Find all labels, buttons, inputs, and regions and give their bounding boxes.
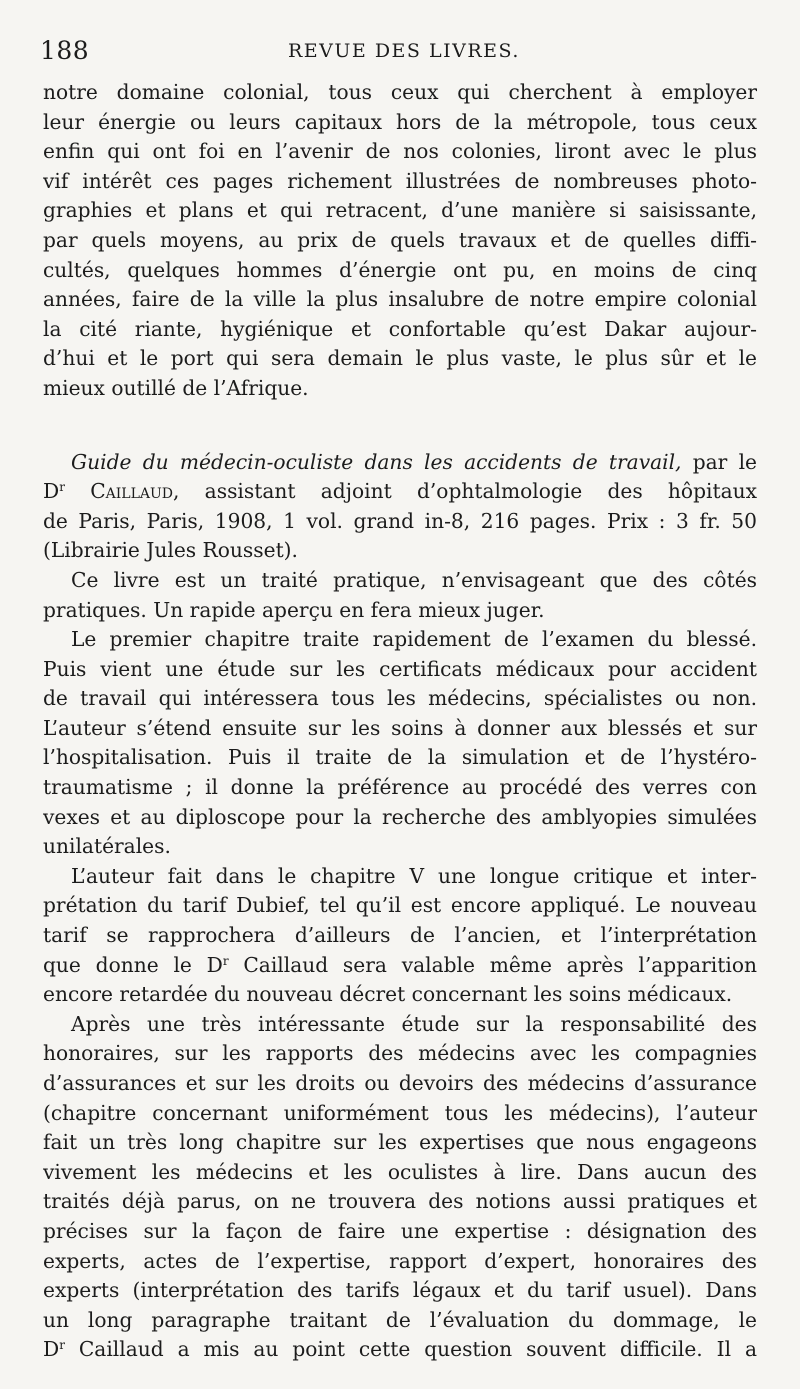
paragraph-intro — [43, 566, 757, 625]
text-line: leur énergie ou leurs capitaux hors de la métropole, tous ceux — [43, 109, 757, 134]
page-header — [40, 36, 760, 70]
text-line — [43, 951, 757, 981]
text-line: unilatérales. — [43, 834, 171, 859]
text-line: vivement les médecins et les oculistes à lire. Dans aucun des — [43, 1159, 757, 1184]
text-line: la cité riante, hygiénique et confortable qu’est Dakar aujour- — [43, 316, 757, 341]
text-line: vexes et au diploscope pour la recherche des amblyopies simulées — [43, 804, 757, 829]
text-line: enfin qui ont foi en l’avenir de nos colonies, liront avec le plus — [43, 139, 757, 164]
review-by: par le — [681, 449, 757, 474]
text-line: mieux outillé de l’Afrique. — [43, 375, 309, 400]
review-author-rest: , assistant adjoint d’ophtalmologie des hôpitaux — [173, 479, 757, 504]
dr-abbrev: D — [43, 1337, 60, 1362]
text-line: pratiques. Un rapide aperçu en fera mieux juger. — [43, 597, 545, 622]
text-line: Après une très intéressante étude sur la responsabilité des — [71, 1011, 757, 1036]
section-gap — [43, 404, 757, 448]
text-line: vif intérêt ces pages richement illustrées de nombreuses photo- — [43, 168, 757, 193]
text-line: L’auteur s’étend ensuite sur les soins à donner aux blessés et sur — [43, 715, 757, 740]
text-line: traités déjà parus, on ne trouvera des notions aussi pratiques et — [43, 1189, 757, 1214]
text-line: années, faire de la ville la plus insalubre de notre empire colonial — [43, 287, 757, 312]
text-line: de travail qui intéressera tous les médecins, spécialistes ou non. — [43, 686, 757, 711]
text-line: l’hospitalisation. Puis il traite de la simulation et de l’hystéro- — [43, 745, 757, 770]
text-line: fait un très long chapitre sur les expertises que nous engageons — [43, 1130, 757, 1155]
text-line: d’hui et le port qui sera demain le plus vaste, le plus sûr et le — [43, 346, 757, 371]
text-line: notre domaine colonial, tous ceux qui cherchent à employer — [43, 80, 757, 104]
text-line: experts, actes de l’expertise, rapport d’expert, honoraires des — [43, 1248, 757, 1273]
text-line: (chapitre concernant uniformément tous les médecins), l’auteur — [43, 1100, 757, 1125]
text-line: experts (interprétation des tarifs légaux et du tarif usuel). Dans — [43, 1278, 757, 1303]
review-publication-line: de Paris, Paris, 1908, 1 vol. grand in-8, 216 pages. Prix : 3 fr. 50 — [43, 508, 757, 533]
text-line: cultés, quelques hommes d’énergie ont pu, en moins de cinq — [43, 257, 757, 282]
text-segment: que donne le D — [43, 952, 223, 977]
page-body — [43, 78, 757, 1365]
paragraph-colonial — [43, 78, 757, 404]
text-segment: Caillaud a mis au point cette question souvent difficile. Il a — [64, 1337, 757, 1362]
text-line — [43, 1335, 757, 1365]
text-line: L’auteur fait dans le chapitre V une longue critique et inter- — [71, 863, 757, 888]
dr-superscript: r — [59, 480, 65, 495]
text-line: honoraires, sur les rapports des médecins avec les compagnies — [43, 1041, 757, 1066]
review-citation — [43, 448, 757, 566]
text-line: traumatisme ; il donne la préférence au procédé des verres con — [43, 775, 757, 800]
paragraph-first-chapter — [43, 625, 757, 862]
text-line: Ce livre est un traité pratique, n’envisageant que des côtés — [71, 567, 757, 592]
review-author: Caillaud — [90, 479, 174, 504]
review-publisher-line: (Librairie Jules Rousset). — [43, 538, 298, 563]
paragraph-tarif — [43, 862, 757, 1010]
page-number: 188 — [40, 36, 90, 65]
text-line: précises sur la façon de faire une expertise : désignation des — [43, 1218, 757, 1243]
text-segment: Caillaud sera valable même après l’apparition — [228, 952, 757, 977]
running-head: REVUE DES LIVRES. — [288, 40, 520, 62]
text-line: prétation du tarif Dubief, tel qu’il est encore appliqué. Le nouveau — [43, 893, 757, 918]
paragraph-expertises — [43, 1010, 757, 1365]
dr-superscript: r — [59, 1338, 65, 1353]
text-line: un long paragraphe traitant de l’évaluation du dommage, le — [43, 1307, 757, 1332]
text-line: par quels moyens, au prix de quels travaux et de quelles diffi- — [43, 227, 757, 252]
text-line: Le premier chapitre traite rapidement de l’examen du blessé. — [71, 627, 757, 652]
text-line: d’assurances et sur les droits ou devoirs des médecins d’assurance — [43, 1071, 757, 1095]
text-line: Puis vient une étude sur les certificats médicaux pour accident — [43, 656, 757, 681]
text-line: encore retardée du nouveau décret concernant les soins médicaux. — [43, 982, 733, 1007]
dr-abbrev: D — [43, 479, 60, 504]
review-title-line — [43, 448, 757, 478]
review-author-line — [43, 477, 757, 507]
text-line: tarif se rapprochera d’ailleurs de l’ancien, et l’interprétation — [43, 923, 757, 948]
text-line: graphies et plans et qui retracent, d’une manière si saisissante, — [43, 198, 757, 223]
review-title: Guide du médecin-oculiste dans les accidents de travail, — [71, 449, 682, 474]
dr-superscript: r — [222, 953, 229, 968]
